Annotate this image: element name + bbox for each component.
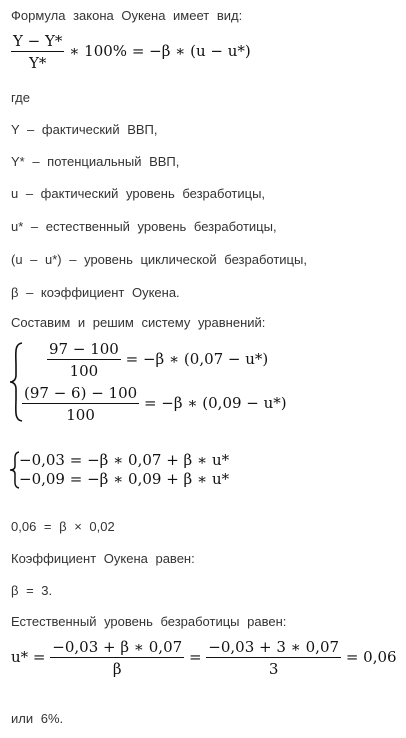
- system1-eq2-rhs: = −β ∗ (0,09 − u*): [143, 394, 287, 412]
- beta-value: β = 3.: [11, 583, 53, 598]
- final-frac1-denominator: β: [112, 660, 122, 678]
- final-frac2-denominator: 3: [268, 660, 279, 678]
- final-formula-result: = 0,06: [345, 648, 397, 666]
- definition-y: Y – фактический ВВП,: [11, 122, 158, 137]
- final-formula-equals: =: [188, 648, 202, 666]
- system1-eq2: [22, 384, 287, 424]
- result-line: 0,06 = β × 0,02: [11, 519, 115, 534]
- final-formula-lhs: u* =: [11, 648, 46, 666]
- system1-eq2-numerator: (97 − 6) − 100: [24, 384, 138, 402]
- intro-text: Формула закона Оукена имеет вид:: [11, 8, 243, 23]
- formula-rhs: ∗ 100% = −β ∗ (u − u*): [69, 42, 251, 60]
- definition-beta: β – коэффициент Оукена.: [11, 285, 180, 300]
- system1-eq1: [47, 340, 268, 380]
- system2-eq2: −0,09 = −β ∗ 0,09 + β ∗ u*: [19, 470, 230, 488]
- final-formula: [11, 638, 397, 678]
- definition-ystar: Y* – потенциальный ВВП,: [11, 154, 180, 169]
- okun-formula: [11, 32, 251, 72]
- natural-unemployment-intro: Естественный уровень безработицы равен:: [11, 614, 287, 629]
- system1-eq1-rhs: = −β ∗ (0,07 − u*): [125, 350, 269, 368]
- final-frac1-numerator: −0,03 + β ∗ 0,07: [52, 638, 183, 656]
- formula-numerator: Y − Y*: [13, 32, 63, 50]
- answer-text: или 6%.: [11, 711, 64, 726]
- definition-ustar: u* – естественный уровень безработицы,: [11, 219, 277, 234]
- okun-coefficient-intro: Коэффициент Оукена равен:: [11, 551, 195, 566]
- system1-eq1-denominator: 100: [69, 362, 99, 380]
- system-intro-text: Составим и решим систему уравнений:: [11, 315, 266, 330]
- definition-cyclical: (u – u*) – уровень циклической безработицы,: [11, 252, 307, 267]
- system2-eq1: −0,03 = −β ∗ 0,07 + β ∗ u*: [19, 451, 230, 469]
- definition-u: u – фактический уровень безработицы,: [11, 186, 266, 201]
- system1-eq1-numerator: 97 − 100: [49, 340, 119, 358]
- system2-equations: [19, 451, 229, 489]
- system1-eq2-denominator: 100: [66, 406, 95, 424]
- final-frac2-numerator: −0,03 + 3 ∗ 0,07: [208, 638, 340, 656]
- formula-denominator: Y*: [29, 54, 47, 72]
- where-text: где: [11, 90, 30, 105]
